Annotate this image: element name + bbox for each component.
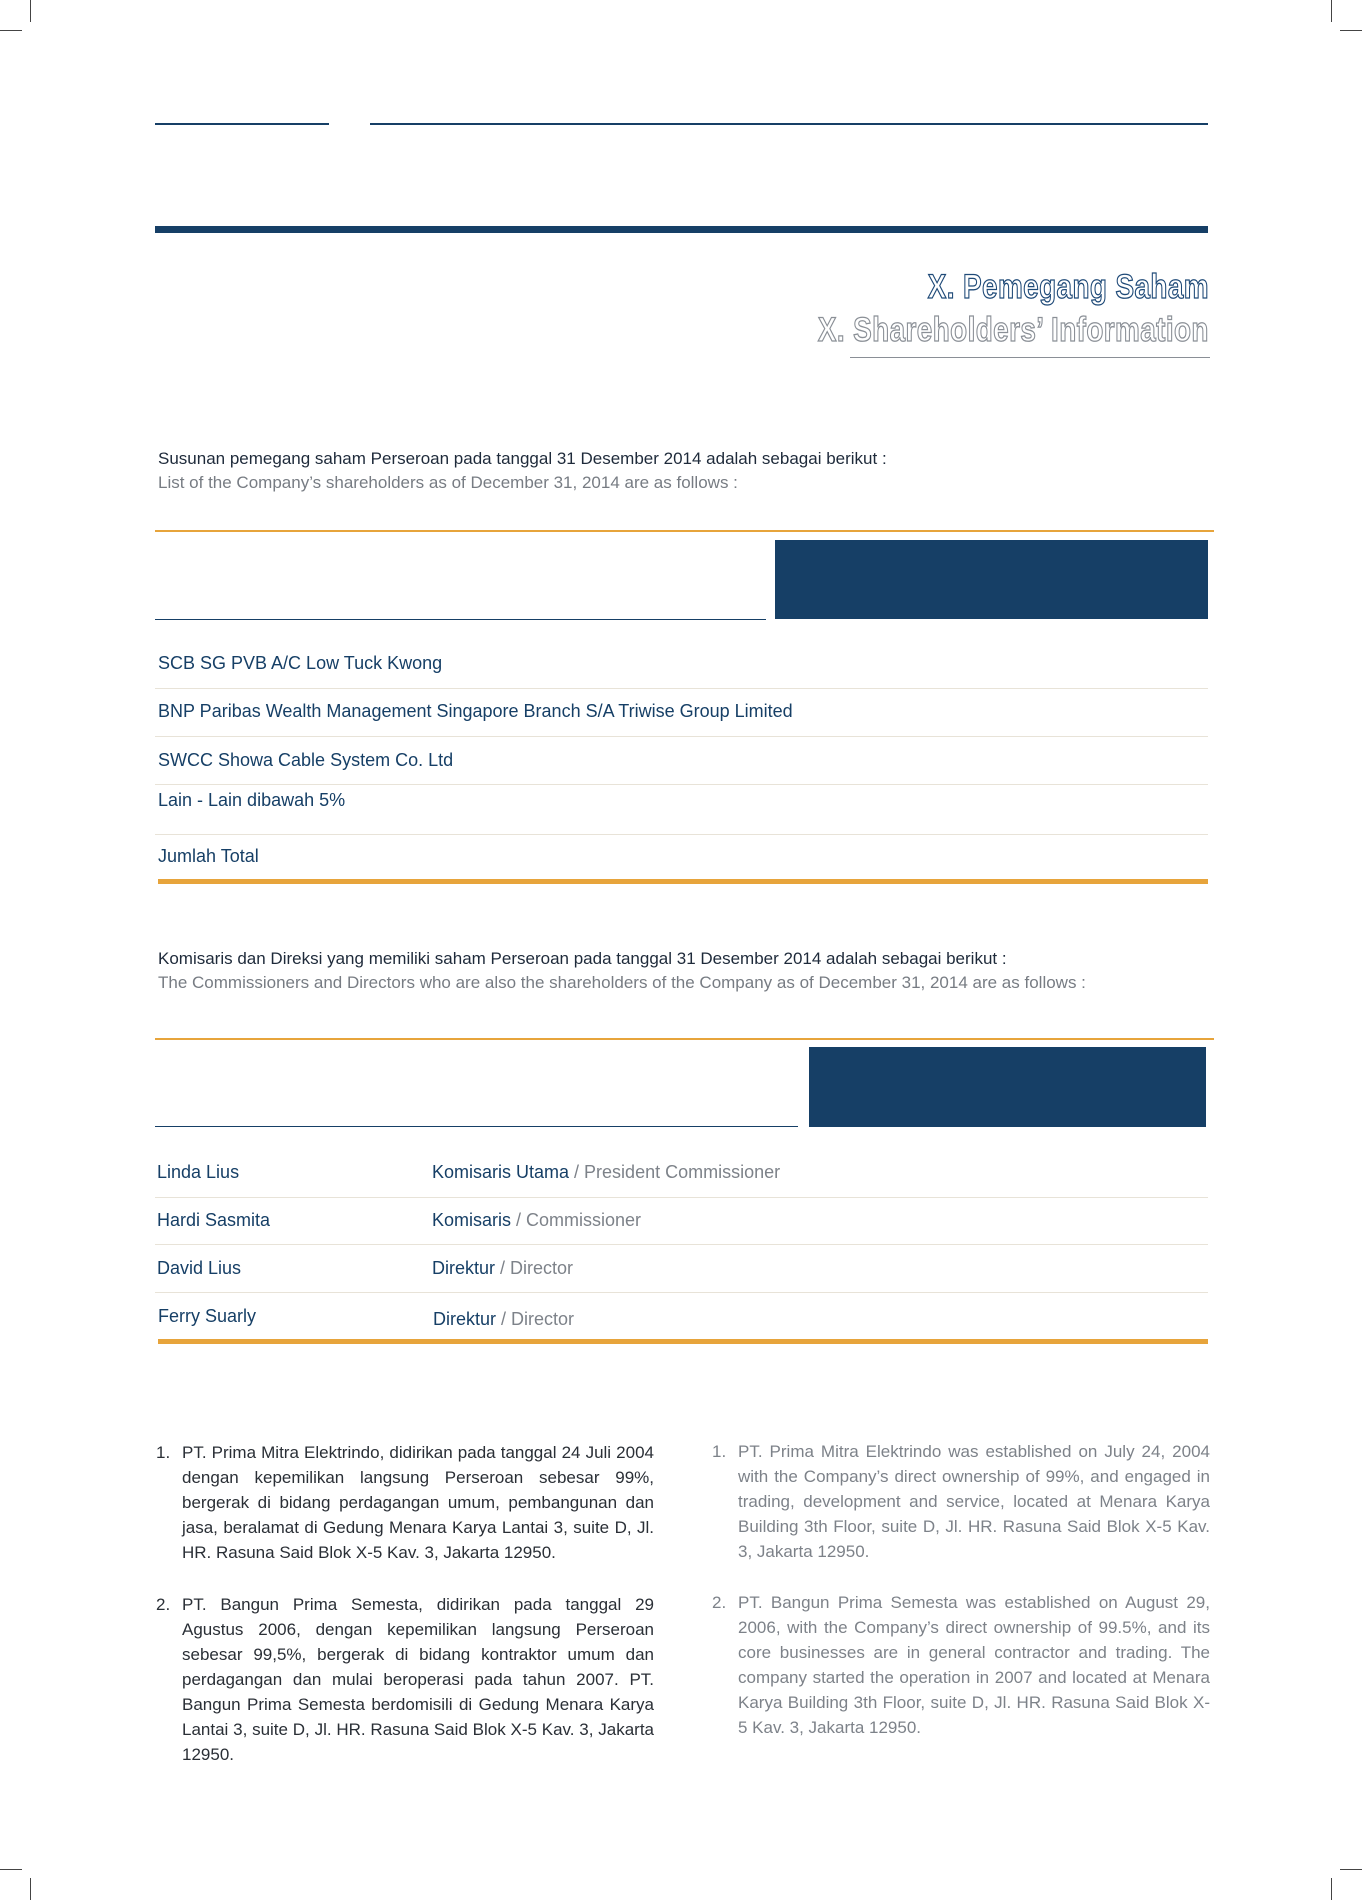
row-divider [155,736,1208,737]
management-intro-en: The Commissioners and Directors who are also the shareholders of the Company as of December 31, 2014 are as follows : [158,973,1086,992]
row-divider [155,1197,1208,1198]
table-row: Lain - Lain dibawah 5% [158,790,346,810]
position-id: Direktur [433,1309,497,1329]
position-separator: / [511,1210,527,1230]
note-2-en [712,1590,1210,1740]
management-intro-id: Komisaris dan Direksi yang memiliki saham Perseroan pada tanggal 31 Desember 2014 adalah sebagai berikut : [158,949,1007,968]
table-row: BNP Paribas Wealth Management Singapore Branch S/A Triwise Group Limited [158,701,793,721]
position-id: Komisaris Utama [432,1162,570,1182]
position-id: Komisaris [432,1210,512,1230]
management-name: Linda Lius [157,1162,240,1182]
note-2-id [156,1592,654,1767]
table-header-block [775,540,1208,619]
note-number: 1. [156,1443,171,1462]
table-header-rule [155,1126,798,1127]
row-divider [155,1292,1208,1293]
table-top-rule [155,1038,1214,1040]
note-1-en [712,1439,1210,1564]
table-top-rule [155,530,1214,532]
position-en: Director [511,1309,575,1329]
title-underline [850,357,1210,358]
note-number: 1. [712,1442,727,1461]
shareholders-intro-en: List of the Company’s shareholders as of December 31, 2014 are as follows : [158,473,738,492]
note-1-id [156,1440,654,1565]
crop-mark [30,1878,31,1900]
header-rule-short [155,123,329,125]
table-header-block [809,1047,1206,1127]
table-total-row: Jumlah Total [158,846,259,866]
position-en: Director [510,1258,574,1278]
note-text: PT. Prima Mitra Elektrindo was established on July 24, 2004 with the Company’s direct ownership of 99%, and engaged in trading, development and service, located at Menara Karya Building 3th Floor, suite D, Jl. HR. Rasuna Said Blok X-5 Kav. 3, Jakarta 12950. [738,1442,1210,1561]
position-separator: / [496,1309,512,1329]
row-divider [155,784,1208,785]
management-name: Ferry Suarly [158,1306,257,1326]
note-text: PT. Prima Mitra Elektrindo, didirikan pada tanggal 24 Juli 2004 dengan kepemilikan langsung Perseroan sebesar 99%, bergerak di bidang perdagangan umum, pembangunan dan jasa, beralamat di Gedung Menara Karya Lantai 3, suite D, Jl. HR. Rasuna Said Blok X-5 Kav. 3, Jakarta 12950. [182,1443,654,1562]
note-number: 2. [712,1593,727,1612]
note-text: PT. Bangun Prima Semesta, didirikan pada tanggal 29 Agustus 2006, dengan kepemilikan langsung Perseroan sebesar 99,5%, bergerak di bidang kontraktor umum dan perdagangan dan mulai beroperasi pada tahun 2007. PT. Bangun Prima Semesta berdomisili di Gedung Menara Karya Lantai 3, suite D, Jl. HR. Rasuna Said Blok X-5 Kav. 3, Jakarta 12950. [182,1595,654,1764]
table-row: SWCC Showa Cable System Co. Ltd [158,750,454,770]
row-divider [155,1244,1208,1245]
crop-mark [1331,1878,1332,1900]
note-text: PT. Bangun Prima Semesta was established on August 29, 2006, with the Company’s direct ownership of 99.5%, and its core businesses are in general contractor and trading. The company started the operation in 2007 and located at Menara Karya Building 3th Floor, suite D, Jl. HR. Rasuna Said Blok X-5 Kav. 3, Jakarta 12950. [738,1593,1210,1737]
position-separator: / [569,1162,585,1182]
management-position [433,1309,574,1330]
crop-mark [1340,30,1362,31]
management-name: Hardi Sasmita [157,1210,271,1230]
position-en: President Commissioner [584,1162,781,1182]
crop-mark [1340,1869,1362,1870]
position-id: Direktur [432,1258,496,1278]
management-position [432,1210,641,1231]
crop-mark [0,1869,22,1870]
table-header-rule [155,619,766,620]
position-separator: / [495,1258,511,1278]
section-title-en: X. Shareholders’ Information [817,311,1209,349]
crop-mark [0,30,22,31]
crop-mark [30,0,31,22]
shareholders-intro-id: Susunan pemegang saham Perseroan pada tanggal 31 Desember 2014 adalah sebagai berikut : [158,449,887,468]
row-divider [155,688,1208,689]
section-title-id: X. Pemegang Saham [927,268,1209,306]
header-rule-long [370,123,1208,125]
management-position [432,1258,573,1279]
table-bottom-rule [158,879,1208,884]
position-en: Commissioner [526,1210,642,1230]
management-name: David Lius [157,1258,242,1278]
section-rule-thick [155,226,1208,233]
table-row: SCB SG PVB A/C Low Tuck Kwong [158,653,443,673]
row-divider [155,834,1208,835]
note-number: 2. [156,1595,171,1614]
table-bottom-rule [158,1339,1208,1344]
management-position [432,1162,780,1183]
crop-mark [1331,0,1332,22]
